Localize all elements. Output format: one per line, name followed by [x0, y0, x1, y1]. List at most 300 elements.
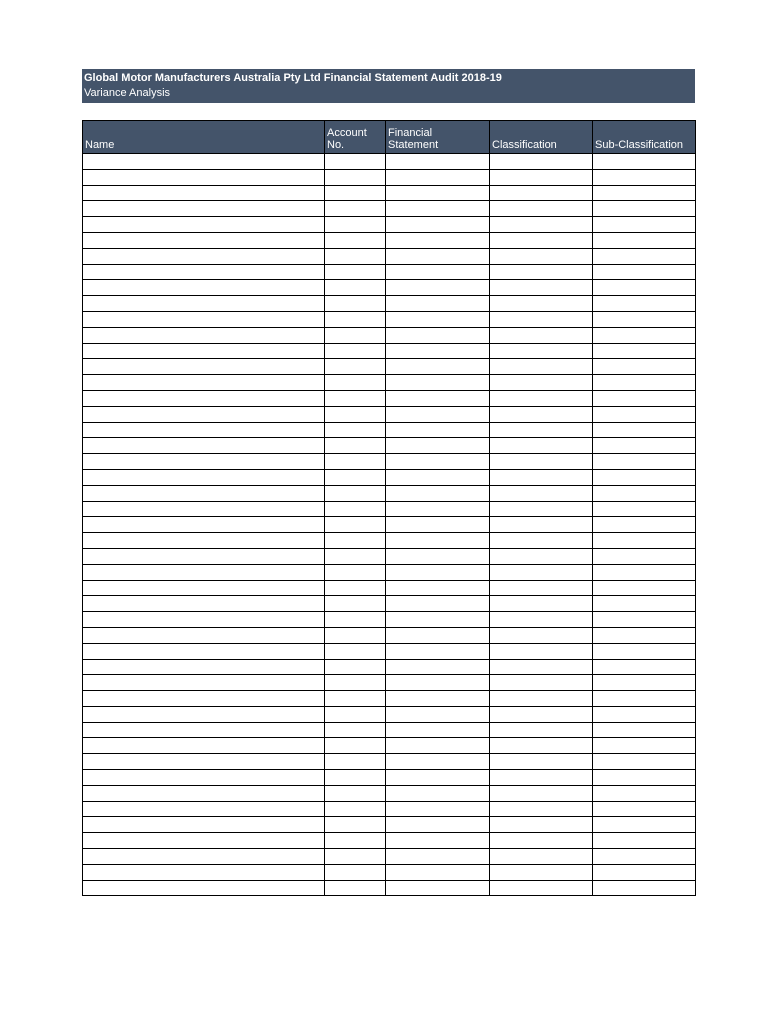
column-header-name[interactable] [83, 121, 325, 154]
cell-sub-classification[interactable] [593, 849, 696, 865]
cell-financial-statement[interactable] [386, 548, 490, 564]
cell-classification[interactable] [490, 643, 593, 659]
cell-account-no[interactable] [325, 612, 386, 628]
cell-name[interactable] [83, 833, 325, 849]
cell-financial-statement[interactable] [386, 501, 490, 517]
cell-financial-statement[interactable] [386, 785, 490, 801]
cell-account-no[interactable] [325, 485, 386, 501]
cell-name[interactable] [83, 817, 325, 833]
cell-financial-statement[interactable] [386, 201, 490, 217]
cell-name[interactable] [83, 375, 325, 391]
column-header-line2: No. [327, 139, 345, 151]
cell-name[interactable] [83, 485, 325, 501]
cell-sub-classification[interactable] [593, 217, 696, 233]
cell-name[interactable] [83, 770, 325, 786]
table-row [83, 801, 696, 817]
cell-financial-statement[interactable] [386, 406, 490, 422]
cell-sub-classification[interactable] [593, 675, 696, 691]
cell-classification[interactable] [490, 659, 593, 675]
cell-account-no[interactable] [325, 248, 386, 264]
cell-classification[interactable] [490, 264, 593, 280]
cell-financial-statement[interactable] [386, 296, 490, 312]
cell-classification[interactable] [490, 232, 593, 248]
report-subtitle: Variance Analysis [84, 87, 171, 99]
cell-name[interactable] [83, 659, 325, 675]
cell-classification[interactable] [490, 627, 593, 643]
cell-classification[interactable] [490, 422, 593, 438]
cell-name[interactable] [83, 738, 325, 754]
cell-classification[interactable] [490, 438, 593, 454]
cell-name[interactable] [83, 864, 325, 880]
cell-account-no[interactable] [325, 785, 386, 801]
cell-classification[interactable] [490, 296, 593, 312]
cell-sub-classification[interactable] [593, 596, 696, 612]
cell-sub-classification[interactable] [593, 406, 696, 422]
cell-name[interactable] [83, 264, 325, 280]
table-row [83, 406, 696, 422]
cell-financial-statement[interactable] [386, 454, 490, 470]
cell-classification[interactable] [490, 375, 593, 391]
cell-financial-statement[interactable] [386, 327, 490, 343]
cell-name[interactable] [83, 280, 325, 296]
cell-classification[interactable] [490, 154, 593, 170]
cell-classification[interactable] [490, 201, 593, 217]
cell-name[interactable] [83, 501, 325, 517]
cell-financial-statement[interactable] [386, 438, 490, 454]
cell-account-no[interactable] [325, 596, 386, 612]
cell-sub-classification[interactable] [593, 469, 696, 485]
cell-classification[interactable] [490, 738, 593, 754]
cell-classification[interactable] [490, 517, 593, 533]
cell-name[interactable] [83, 706, 325, 722]
cell-sub-classification[interactable] [593, 643, 696, 659]
cell-classification[interactable] [490, 722, 593, 738]
cell-name[interactable] [83, 359, 325, 375]
cell-name[interactable] [83, 201, 325, 217]
cell-classification[interactable] [490, 880, 593, 896]
cell-sub-classification[interactable] [593, 706, 696, 722]
cell-financial-statement[interactable] [386, 217, 490, 233]
cell-account-no[interactable] [325, 264, 386, 280]
cell-sub-classification[interactable] [593, 154, 696, 170]
cell-classification[interactable] [490, 390, 593, 406]
cell-account-no[interactable] [325, 169, 386, 185]
cell-sub-classification[interactable] [593, 185, 696, 201]
cell-name[interactable] [83, 564, 325, 580]
cell-classification[interactable] [490, 485, 593, 501]
cell-account-no[interactable] [325, 296, 386, 312]
cell-classification[interactable] [490, 501, 593, 517]
table-row [83, 296, 696, 312]
cell-sub-classification[interactable] [593, 390, 696, 406]
report-title: Global Motor Manufacturers Australia Pty Ltd Financial Statement Audit 2018-19 [84, 72, 502, 84]
cell-classification[interactable] [490, 675, 593, 691]
cell-sub-classification[interactable] [593, 833, 696, 849]
table-row [83, 580, 696, 596]
table-row [83, 517, 696, 533]
cell-account-no[interactable] [325, 880, 386, 896]
cell-account-no[interactable] [325, 627, 386, 643]
cell-financial-statement[interactable] [386, 864, 490, 880]
cell-sub-classification[interactable] [593, 232, 696, 248]
table-row [83, 627, 696, 643]
table-row [83, 375, 696, 391]
cell-classification[interactable] [490, 564, 593, 580]
cell-account-no[interactable] [325, 533, 386, 549]
cell-name[interactable] [83, 849, 325, 865]
cell-name[interactable] [83, 785, 325, 801]
cell-financial-statement[interactable] [386, 817, 490, 833]
table-row [83, 201, 696, 217]
cell-sub-classification[interactable] [593, 785, 696, 801]
cell-name[interactable] [83, 422, 325, 438]
cell-sub-classification[interactable] [593, 801, 696, 817]
cell-classification[interactable] [490, 754, 593, 770]
cell-account-no[interactable] [325, 754, 386, 770]
table-body [83, 154, 696, 896]
cell-classification[interactable] [490, 817, 593, 833]
cell-name[interactable] [83, 722, 325, 738]
cell-classification[interactable] [490, 406, 593, 422]
cell-name[interactable] [83, 548, 325, 564]
cell-financial-statement[interactable] [386, 375, 490, 391]
table-row [83, 248, 696, 264]
table-row [83, 738, 696, 754]
table-row [83, 849, 696, 865]
cell-financial-statement[interactable] [386, 359, 490, 375]
cell-account-no[interactable] [325, 201, 386, 217]
cell-classification[interactable] [490, 801, 593, 817]
cell-sub-classification[interactable] [593, 548, 696, 564]
table-row [83, 232, 696, 248]
column-header-classification[interactable] [490, 121, 593, 154]
cell-name[interactable] [83, 627, 325, 643]
cell-sub-classification[interactable] [593, 880, 696, 896]
table-row [83, 390, 696, 406]
table-row [83, 327, 696, 343]
table-row [83, 722, 696, 738]
column-header-line2: Name [85, 139, 115, 151]
cell-classification[interactable] [490, 311, 593, 327]
cell-account-no[interactable] [325, 406, 386, 422]
cell-classification[interactable] [490, 833, 593, 849]
cell-account-no[interactable] [325, 154, 386, 170]
cell-sub-classification[interactable] [593, 722, 696, 738]
cell-name[interactable] [83, 533, 325, 549]
cell-name[interactable] [83, 343, 325, 359]
cell-financial-statement[interactable] [386, 533, 490, 549]
cell-name[interactable] [83, 675, 325, 691]
cell-name[interactable] [83, 691, 325, 707]
cell-financial-statement[interactable] [386, 612, 490, 628]
cell-sub-classification[interactable] [593, 659, 696, 675]
cell-financial-statement[interactable] [386, 770, 490, 786]
cell-name[interactable] [83, 454, 325, 470]
cell-account-no[interactable] [325, 469, 386, 485]
cell-sub-classification[interactable] [593, 864, 696, 880]
cell-financial-statement[interactable] [386, 264, 490, 280]
cell-account-no[interactable] [325, 327, 386, 343]
table-row [83, 311, 696, 327]
cell-account-no[interactable] [325, 675, 386, 691]
variance-analysis-table [82, 120, 696, 896]
cell-financial-statement[interactable] [386, 169, 490, 185]
cell-sub-classification[interactable] [593, 264, 696, 280]
table-row [83, 643, 696, 659]
cell-sub-classification[interactable] [593, 564, 696, 580]
table-row [83, 864, 696, 880]
table-row [83, 154, 696, 170]
cell-financial-statement[interactable] [386, 691, 490, 707]
cell-account-no[interactable] [325, 422, 386, 438]
column-header-line1: Financial [388, 127, 433, 139]
cell-name[interactable] [83, 596, 325, 612]
cell-name[interactable] [83, 327, 325, 343]
cell-sub-classification[interactable] [593, 580, 696, 596]
table-row [83, 501, 696, 517]
cell-name[interactable] [83, 296, 325, 312]
table-row [83, 485, 696, 501]
cell-sub-classification[interactable] [593, 454, 696, 470]
cell-financial-statement[interactable] [386, 738, 490, 754]
cell-classification[interactable] [490, 785, 593, 801]
cell-name[interactable] [83, 154, 325, 170]
cell-account-no[interactable] [325, 864, 386, 880]
table-row [83, 596, 696, 612]
cell-classification[interactable] [490, 691, 593, 707]
cell-financial-statement[interactable] [386, 343, 490, 359]
cell-sub-classification[interactable] [593, 612, 696, 628]
table-row [83, 880, 696, 896]
cell-classification[interactable] [490, 770, 593, 786]
cell-sub-classification[interactable] [593, 517, 696, 533]
cell-sub-classification[interactable] [593, 533, 696, 549]
cell-classification[interactable] [490, 169, 593, 185]
cell-sub-classification[interactable] [593, 485, 696, 501]
cell-classification[interactable] [490, 343, 593, 359]
cell-classification[interactable] [490, 596, 593, 612]
cell-sub-classification[interactable] [593, 770, 696, 786]
cell-name[interactable] [83, 801, 325, 817]
table-row [83, 706, 696, 722]
cell-name[interactable] [83, 580, 325, 596]
cell-financial-statement[interactable] [386, 564, 490, 580]
cell-financial-statement[interactable] [386, 706, 490, 722]
cell-account-no[interactable] [325, 833, 386, 849]
cell-account-no[interactable] [325, 738, 386, 754]
cell-account-no[interactable] [325, 438, 386, 454]
cell-name[interactable] [83, 880, 325, 896]
table-row [83, 217, 696, 233]
column-header-line1: Account [327, 127, 367, 139]
table-row [83, 454, 696, 470]
table-header-row [83, 121, 696, 154]
cell-financial-statement[interactable] [386, 880, 490, 896]
cell-account-no[interactable] [325, 722, 386, 738]
cell-classification[interactable] [490, 469, 593, 485]
table-row [83, 438, 696, 454]
cell-financial-statement[interactable] [386, 311, 490, 327]
cell-account-no[interactable] [325, 311, 386, 327]
cell-account-no[interactable] [325, 359, 386, 375]
cell-name[interactable] [83, 754, 325, 770]
table-row [83, 264, 696, 280]
cell-account-no[interactable] [325, 390, 386, 406]
cell-account-no[interactable] [325, 643, 386, 659]
cell-financial-statement[interactable] [386, 469, 490, 485]
cell-sub-classification[interactable] [593, 817, 696, 833]
cell-financial-statement[interactable] [386, 422, 490, 438]
table-row [83, 675, 696, 691]
table-row [83, 785, 696, 801]
cell-classification[interactable] [490, 280, 593, 296]
cell-name[interactable] [83, 185, 325, 201]
cell-sub-classification[interactable] [593, 296, 696, 312]
cell-name[interactable] [83, 643, 325, 659]
cell-sub-classification[interactable] [593, 691, 696, 707]
cell-sub-classification[interactable] [593, 438, 696, 454]
cell-classification[interactable] [490, 706, 593, 722]
cell-account-no[interactable] [325, 801, 386, 817]
cell-financial-statement[interactable] [386, 485, 490, 501]
table-row [83, 564, 696, 580]
column-header-line2: Statement [388, 139, 439, 151]
cell-name[interactable] [83, 517, 325, 533]
cell-financial-statement[interactable] [386, 280, 490, 296]
cell-name[interactable] [83, 232, 325, 248]
cell-classification[interactable] [490, 580, 593, 596]
cell-financial-statement[interactable] [386, 517, 490, 533]
cell-account-no[interactable] [325, 454, 386, 470]
cell-classification[interactable] [490, 327, 593, 343]
cell-sub-classification[interactable] [593, 280, 696, 296]
cell-sub-classification[interactable] [593, 248, 696, 264]
table-row [83, 691, 696, 707]
cell-financial-statement[interactable] [386, 580, 490, 596]
cell-sub-classification[interactable] [593, 201, 696, 217]
cell-financial-statement[interactable] [386, 232, 490, 248]
cell-name[interactable] [83, 469, 325, 485]
table-row [83, 770, 696, 786]
cell-account-no[interactable] [325, 564, 386, 580]
cell-account-no[interactable] [325, 659, 386, 675]
cell-financial-statement[interactable] [386, 596, 490, 612]
cell-account-no[interactable] [325, 691, 386, 707]
cell-account-no[interactable] [325, 706, 386, 722]
cell-classification[interactable] [490, 533, 593, 549]
column-header-line2: Classification [492, 139, 557, 151]
cell-name[interactable] [83, 169, 325, 185]
column-header-sub-classification[interactable] [593, 121, 696, 154]
cell-financial-statement[interactable] [386, 390, 490, 406]
cell-financial-statement[interactable] [386, 659, 490, 675]
table-row [83, 754, 696, 770]
cell-sub-classification[interactable] [593, 375, 696, 391]
cell-account-no[interactable] [325, 548, 386, 564]
cell-sub-classification[interactable] [593, 169, 696, 185]
cell-account-no[interactable] [325, 343, 386, 359]
table-row [83, 548, 696, 564]
cell-financial-statement[interactable] [386, 849, 490, 865]
cell-classification[interactable] [490, 185, 593, 201]
cell-account-no[interactable] [325, 375, 386, 391]
table-row [83, 817, 696, 833]
table-row [83, 533, 696, 549]
cell-sub-classification[interactable] [593, 501, 696, 517]
cell-financial-statement[interactable] [386, 643, 490, 659]
cell-account-no[interactable] [325, 580, 386, 596]
cell-classification[interactable] [490, 359, 593, 375]
cell-classification[interactable] [490, 217, 593, 233]
cell-sub-classification[interactable] [593, 311, 696, 327]
table-row [83, 185, 696, 201]
cell-classification[interactable] [490, 454, 593, 470]
cell-financial-statement[interactable] [386, 801, 490, 817]
table-row [83, 422, 696, 438]
cell-sub-classification[interactable] [593, 422, 696, 438]
table-row [83, 469, 696, 485]
column-header-account-no[interactable] [325, 121, 386, 154]
cell-financial-statement[interactable] [386, 248, 490, 264]
column-header-financial-statement[interactable] [386, 121, 490, 154]
cell-financial-statement[interactable] [386, 754, 490, 770]
table-row [83, 359, 696, 375]
cell-account-no[interactable] [325, 517, 386, 533]
table-row [83, 169, 696, 185]
cell-financial-statement[interactable] [386, 675, 490, 691]
cell-classification[interactable] [490, 864, 593, 880]
cell-name[interactable] [83, 217, 325, 233]
cell-sub-classification[interactable] [593, 754, 696, 770]
cell-sub-classification[interactable] [593, 738, 696, 754]
cell-name[interactable] [83, 311, 325, 327]
cell-financial-statement[interactable] [386, 627, 490, 643]
column-header-line2: Sub-Classification [595, 139, 684, 151]
cell-classification[interactable] [490, 612, 593, 628]
cell-account-no[interactable] [325, 501, 386, 517]
cell-account-no[interactable] [325, 185, 386, 201]
table-row [83, 280, 696, 296]
cell-classification[interactable] [490, 548, 593, 564]
cell-financial-statement[interactable] [386, 185, 490, 201]
cell-sub-classification[interactable] [593, 327, 696, 343]
cell-account-no[interactable] [325, 280, 386, 296]
cell-account-no[interactable] [325, 770, 386, 786]
cell-account-no[interactable] [325, 232, 386, 248]
cell-sub-classification[interactable] [593, 627, 696, 643]
cell-name[interactable] [83, 390, 325, 406]
table-row [83, 659, 696, 675]
cell-name[interactable] [83, 438, 325, 454]
table-row [83, 612, 696, 628]
cell-financial-statement[interactable] [386, 833, 490, 849]
cell-classification[interactable] [490, 248, 593, 264]
cell-financial-statement[interactable] [386, 722, 490, 738]
cell-account-no[interactable] [325, 217, 386, 233]
table-row [83, 833, 696, 849]
report-title-banner [82, 69, 695, 103]
cell-classification[interactable] [490, 849, 593, 865]
cell-sub-classification[interactable] [593, 343, 696, 359]
cell-account-no[interactable] [325, 849, 386, 865]
cell-financial-statement[interactable] [386, 154, 490, 170]
cell-name[interactable] [83, 248, 325, 264]
cell-account-no[interactable] [325, 817, 386, 833]
cell-name[interactable] [83, 406, 325, 422]
cell-name[interactable] [83, 612, 325, 628]
cell-sub-classification[interactable] [593, 359, 696, 375]
table-row [83, 343, 696, 359]
